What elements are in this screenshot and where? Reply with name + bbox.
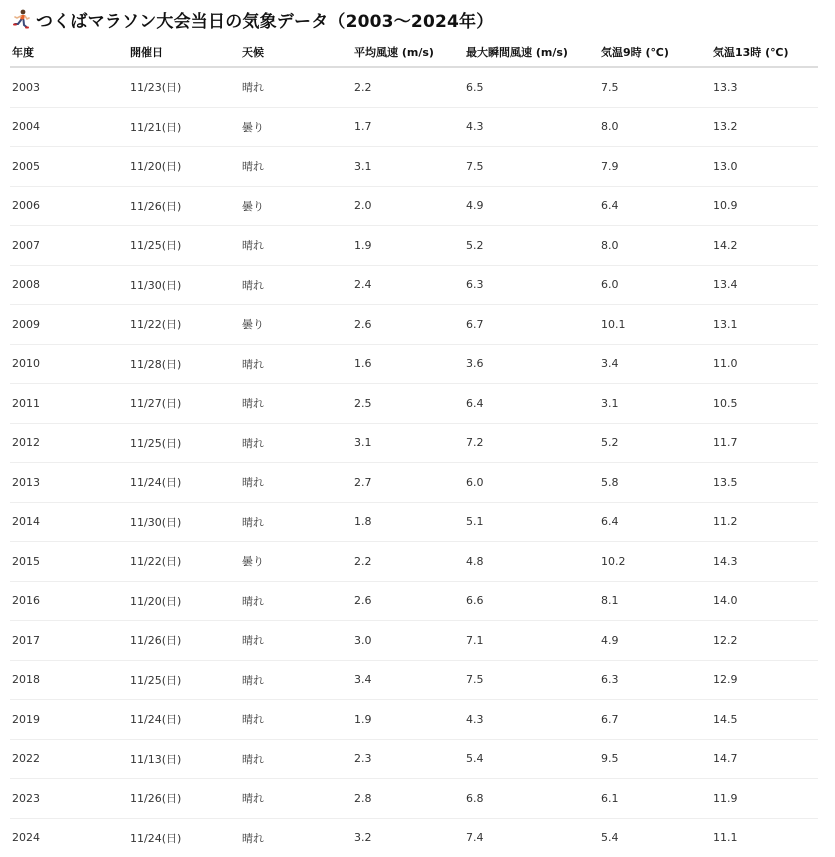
cell-avg-wind: 2.2 [352,67,464,107]
cell-year: 2006 [10,186,128,226]
cell-max-gust: 7.4 [466,831,484,845]
cell-year: 2024 [12,831,40,845]
cell-weather: 晴れ [240,344,352,384]
cell-date: 11/30(日) [128,502,240,542]
cell-max-gust: 6.0 [464,463,599,503]
title-row [12,6,493,32]
cell-date: 11/27(日) [128,384,240,424]
cell-temp-13: 12.9 [711,660,818,700]
cell-weather: 晴れ [240,700,352,740]
cell-weather: 晴れ [240,265,352,305]
cell-date: 11/24(日) [128,700,240,740]
cell-temp-9: 8.0 [599,226,711,266]
table-body [10,67,818,857]
cell-temp-13: 11.9 [711,779,818,819]
cell-date: 11/22(日) [128,305,240,345]
cell-weather: 曇り [240,186,352,226]
cell-weather: 晴れ [240,502,352,542]
table-row [10,384,818,424]
cell-date: 11/24(日) [128,463,240,503]
cell-date: 11/13(日) [128,739,240,779]
column-header-temp-13: 気温13時 (℃) [711,38,818,67]
cell-avg-wind: 1.8 [352,502,464,542]
cell-year: 2005 [10,147,128,187]
cell-max-gust: 4.9 [464,186,599,226]
cell-max-gust: 7.5 [464,660,599,700]
cell-max-gust: 4.3 [464,107,599,147]
cell-temp-9: 10.2 [599,542,711,582]
cell-avg-wind: 2.0 [352,186,464,226]
cell-year: 2012 [10,423,128,463]
cell-weather: 晴れ [240,779,352,819]
cell-avg-wind: 2.5 [352,384,464,424]
cell-max-gust: 6.5 [464,67,599,107]
cell-avg-wind: 3.4 [352,660,464,700]
column-header-max-gust: 最大瞬間風速 (m/s) [464,38,599,67]
table-row [10,305,818,345]
cell-avg-wind: 1.6 [352,344,464,384]
table-row [10,463,818,503]
cell-max-gust: 6.7 [464,305,599,345]
cell-weather: 晴れ [240,739,352,779]
cell-temp-13: 14.3 [711,542,818,582]
column-header-avg-wind: 平均風速 (m/s) [352,38,464,67]
table-row [10,542,818,582]
column-header-year: 年度 [10,38,128,67]
cell-max-gust: 6.6 [464,581,599,621]
cell-max-gust: 4.8 [464,542,599,582]
cell-date: 11/21(日) [128,107,240,147]
cell-year: 2022 [10,739,128,779]
cell-temp-9: 8.0 [599,107,711,147]
cell-temp-9: 6.4 [599,186,711,226]
cell-max-gust: 6.8 [464,779,599,819]
cell-temp-9: 8.1 [599,581,711,621]
cell-temp-13: 14.2 [711,226,818,266]
cell-temp-13: 10.5 [711,384,818,424]
cell-year: 2015 [10,542,128,582]
cell-avg-wind: 3.0 [352,621,464,661]
table-row [10,147,818,187]
cell-date: 11/26(日) [128,186,240,226]
cell-year: 2010 [10,344,128,384]
cell-max-gust: 7.5 [464,147,599,187]
cell-avg-wind: 1.9 [352,700,464,740]
cell-weather: 晴れ [240,621,352,661]
table-row [10,67,818,107]
cell-temp-9: 6.0 [599,265,711,305]
cell-temp-13: 13.2 [711,107,818,147]
cell-temp-9: 5.2 [599,423,711,463]
table-row [10,344,818,384]
cell-weather: 晴れ [240,226,352,266]
cell-avg-wind: 3.1 [352,423,464,463]
cell-avg-wind: 2.7 [352,463,464,503]
table-row [10,779,818,819]
cell-max-gust: 5.1 [464,502,599,542]
table-row [10,226,818,266]
cell-temp-9: 3.1 [599,384,711,424]
cell-year: 2016 [10,581,128,621]
cell-temp-9: 9.5 [599,739,711,779]
cell-temp-9: 7.9 [599,147,711,187]
cell-temp-13: 10.9 [711,186,818,226]
cell-year: 2017 [10,621,128,661]
cell-temp-13: 13.1 [711,305,818,345]
cell-weather: 曇り [240,107,352,147]
cell-temp-13: 13.0 [711,147,818,187]
cell-avg-wind: 1.9 [352,226,464,266]
cell-temp-9: 7.5 [599,67,711,107]
table-row [10,265,818,305]
cell-weather: 晴れ [240,660,352,700]
table-row [10,621,818,661]
cell-year: 2003 [10,67,128,107]
column-header-date: 開催日 [128,38,240,67]
cell-weather: 曇り [240,542,352,582]
cell-weather: 晴れ [242,831,264,845]
runner-icon [12,9,30,29]
cell-temp-13: 11.1 [713,831,738,845]
cell-weather: 晴れ [240,67,352,107]
cell-max-gust: 7.2 [464,423,599,463]
cell-weather: 晴れ [240,384,352,424]
cell-temp-9: 6.7 [599,700,711,740]
cell-max-gust: 5.4 [464,739,599,779]
cell-year: 2019 [10,700,128,740]
cell-temp-9: 3.4 [599,344,711,384]
table-row [10,700,818,740]
cell-temp-13: 11.2 [711,502,818,542]
cell-temp-13: 14.5 [711,700,818,740]
table-header-row [10,38,818,67]
cell-temp-13: 11.7 [711,423,818,463]
cell-year: 2008 [10,265,128,305]
cell-temp-13: 13.3 [711,67,818,107]
cell-date: 11/25(日) [128,226,240,266]
table-row [10,502,818,542]
cell-temp-9: 6.4 [599,502,711,542]
cell-date: 11/26(日) [128,621,240,661]
cell-temp-9: 6.1 [599,779,711,819]
cell-temp-9: 5.8 [599,463,711,503]
cell-date: 11/20(日) [128,581,240,621]
cell-year: 2014 [10,502,128,542]
cell-temp-13: 14.0 [711,581,818,621]
cell-date: 11/28(日) [128,344,240,384]
cell-weather: 曇り [240,305,352,345]
column-header-temp-9: 気温9時 (℃) [599,38,711,67]
table-row [10,739,818,779]
cell-year: 2013 [10,463,128,503]
cell-max-gust: 6.3 [464,265,599,305]
cell-year: 2018 [10,660,128,700]
cell-year: 2011 [10,384,128,424]
cell-temp-9: 5.4 [601,831,619,845]
cell-max-gust: 3.6 [464,344,599,384]
cell-temp-9: 10.1 [599,305,711,345]
cell-temp-9: 6.3 [599,660,711,700]
table-row [10,107,818,147]
cell-avg-wind: 2.6 [352,581,464,621]
cell-temp-13: 14.7 [711,739,818,779]
cell-date: 11/26(日) [128,779,240,819]
cell-avg-wind: 2.8 [352,779,464,819]
cell-temp-13: 12.2 [711,621,818,661]
cell-temp-13: 11.0 [711,344,818,384]
cell-avg-wind: 2.4 [352,265,464,305]
cell-date: 11/25(日) [128,660,240,700]
table-row [10,581,818,621]
cell-temp-9: 4.9 [599,621,711,661]
cell-year: 2007 [10,226,128,266]
cell-year: 2023 [10,779,128,819]
cell-max-gust: 5.2 [464,226,599,266]
cell-avg-wind: 2.2 [352,542,464,582]
cell-weather: 晴れ [240,463,352,503]
cell-avg-wind: 3.1 [352,147,464,187]
weather-table [10,38,818,857]
cell-year: 2009 [10,305,128,345]
table-row [10,660,818,700]
cell-avg-wind: 2.6 [352,305,464,345]
cell-weather: 晴れ [240,423,352,463]
cell-weather: 晴れ [240,147,352,187]
cell-max-gust: 6.4 [464,384,599,424]
cell-date: 11/22(日) [128,542,240,582]
table-row [10,423,818,463]
page-title: つくばマラソン大会当日の気象データ（2003〜2024年） [36,11,494,32]
cell-date: 11/20(日) [128,147,240,187]
column-header-weather: 天候 [240,38,352,67]
cell-year: 2004 [10,107,128,147]
cell-max-gust: 4.3 [464,700,599,740]
cell-max-gust: 7.1 [464,621,599,661]
table-row [10,818,818,857]
cell-avg-wind: 2.3 [352,739,464,779]
cell-weather: 晴れ [240,581,352,621]
cell-temp-13: 13.4 [711,265,818,305]
cell-avg-wind: 1.7 [352,107,464,147]
cell-date: 11/25(日) [128,423,240,463]
cell-temp-13: 13.5 [711,463,818,503]
table-row [10,186,818,226]
cell-date: 11/23(日) [128,67,240,107]
cell-date: 11/30(日) [128,265,240,305]
cell-date: 11/24(日) [130,831,182,845]
cell-avg-wind: 3.2 [354,831,372,845]
